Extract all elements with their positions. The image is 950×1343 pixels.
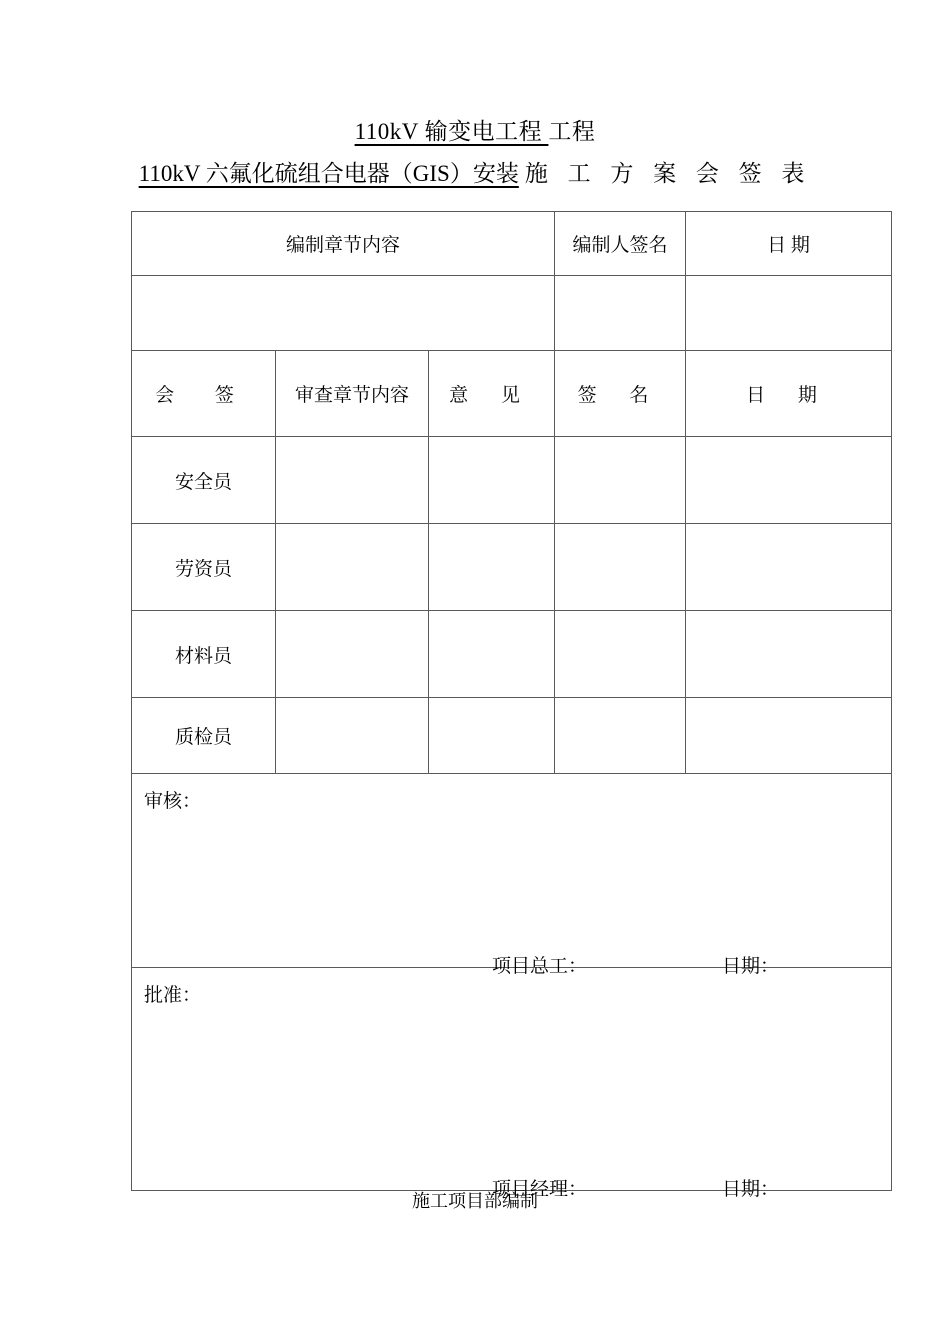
footer-text: 施工项目部编制	[412, 1191, 538, 1211]
role-signature-labor-officer[interactable]	[555, 524, 686, 611]
approval-section-cell[interactable]	[132, 968, 892, 1200]
audit-section-cell[interactable]	[132, 774, 892, 977]
entry-cell-compiler-signature[interactable]	[555, 276, 686, 351]
role-date-quality-inspector[interactable]	[686, 698, 892, 774]
header-cell-countersign-date: 日 期	[686, 351, 892, 437]
entry-cell-compile-content[interactable]	[132, 276, 555, 351]
table-row-compile-header	[132, 212, 892, 276]
role-opinion-material-officer[interactable]	[429, 611, 555, 698]
form-title-suffix: 施 工 方 案 会 签 表	[524, 161, 812, 186]
header-cell-compiler-signature: 编制人签名	[555, 212, 686, 276]
table-row	[132, 437, 892, 524]
audit-label: 审核：	[144, 791, 202, 812]
role-name-labor-officer: 劳资员	[132, 524, 276, 611]
approval-role-label: 项目经理：	[492, 1179, 588, 1200]
header-cell-countersign: 会 签	[132, 351, 276, 437]
role-date-labor-officer[interactable]	[686, 524, 892, 611]
role-review-content-quality-inspector[interactable]	[276, 698, 429, 774]
role-name-quality-inspector: 质检员	[132, 698, 276, 774]
role-date-safety-officer[interactable]	[686, 437, 892, 524]
role-name-material-officer: 材料员	[132, 611, 276, 698]
header-cell-compile-date: 日 期	[686, 212, 892, 276]
table-row-approval	[132, 968, 892, 1191]
approval-label: 批准：	[144, 985, 202, 1006]
table-row-countersign-header	[132, 351, 892, 437]
document-title-block	[0, 112, 950, 196]
form-title-line	[0, 152, 950, 196]
project-title-suffix: 工程	[548, 119, 596, 144]
header-cell-compile-content: 编制章节内容	[132, 212, 555, 276]
header-cell-signature: 签 名	[555, 351, 686, 437]
project-title-line	[0, 112, 950, 152]
table-row-audit	[132, 774, 892, 968]
role-review-content-material-officer[interactable]	[276, 611, 429, 698]
table-row-compile-entry	[132, 276, 892, 351]
table-row	[132, 611, 892, 698]
table-row	[132, 698, 892, 774]
entry-cell-compile-date[interactable]	[686, 276, 892, 351]
role-signature-material-officer[interactable]	[555, 611, 686, 698]
role-signature-quality-inspector[interactable]	[555, 698, 686, 774]
approval-date-label: 日期：	[722, 1179, 780, 1200]
role-opinion-labor-officer[interactable]	[429, 524, 555, 611]
header-cell-opinion: 意 见	[429, 351, 555, 437]
role-review-content-labor-officer[interactable]	[276, 524, 429, 611]
signoff-form-table	[131, 211, 892, 1200]
role-review-content-safety-officer[interactable]	[276, 437, 429, 524]
table-row	[132, 524, 892, 611]
form-subject-underlined: 110kV 六氟化硫组合电器（GIS）安装	[138, 161, 519, 186]
role-name-safety-officer: 安全员	[132, 437, 276, 524]
audit-role-label: 项目总工：	[492, 956, 588, 977]
role-opinion-safety-officer[interactable]	[429, 437, 555, 524]
header-cell-review-content: 审查章节内容	[276, 351, 429, 437]
role-opinion-quality-inspector[interactable]	[429, 698, 555, 774]
project-name-underlined: 110kV 输变电工程	[354, 119, 549, 144]
audit-date-label: 日期：	[722, 956, 780, 977]
role-signature-safety-officer[interactable]	[555, 437, 686, 524]
role-date-material-officer[interactable]	[686, 611, 892, 698]
